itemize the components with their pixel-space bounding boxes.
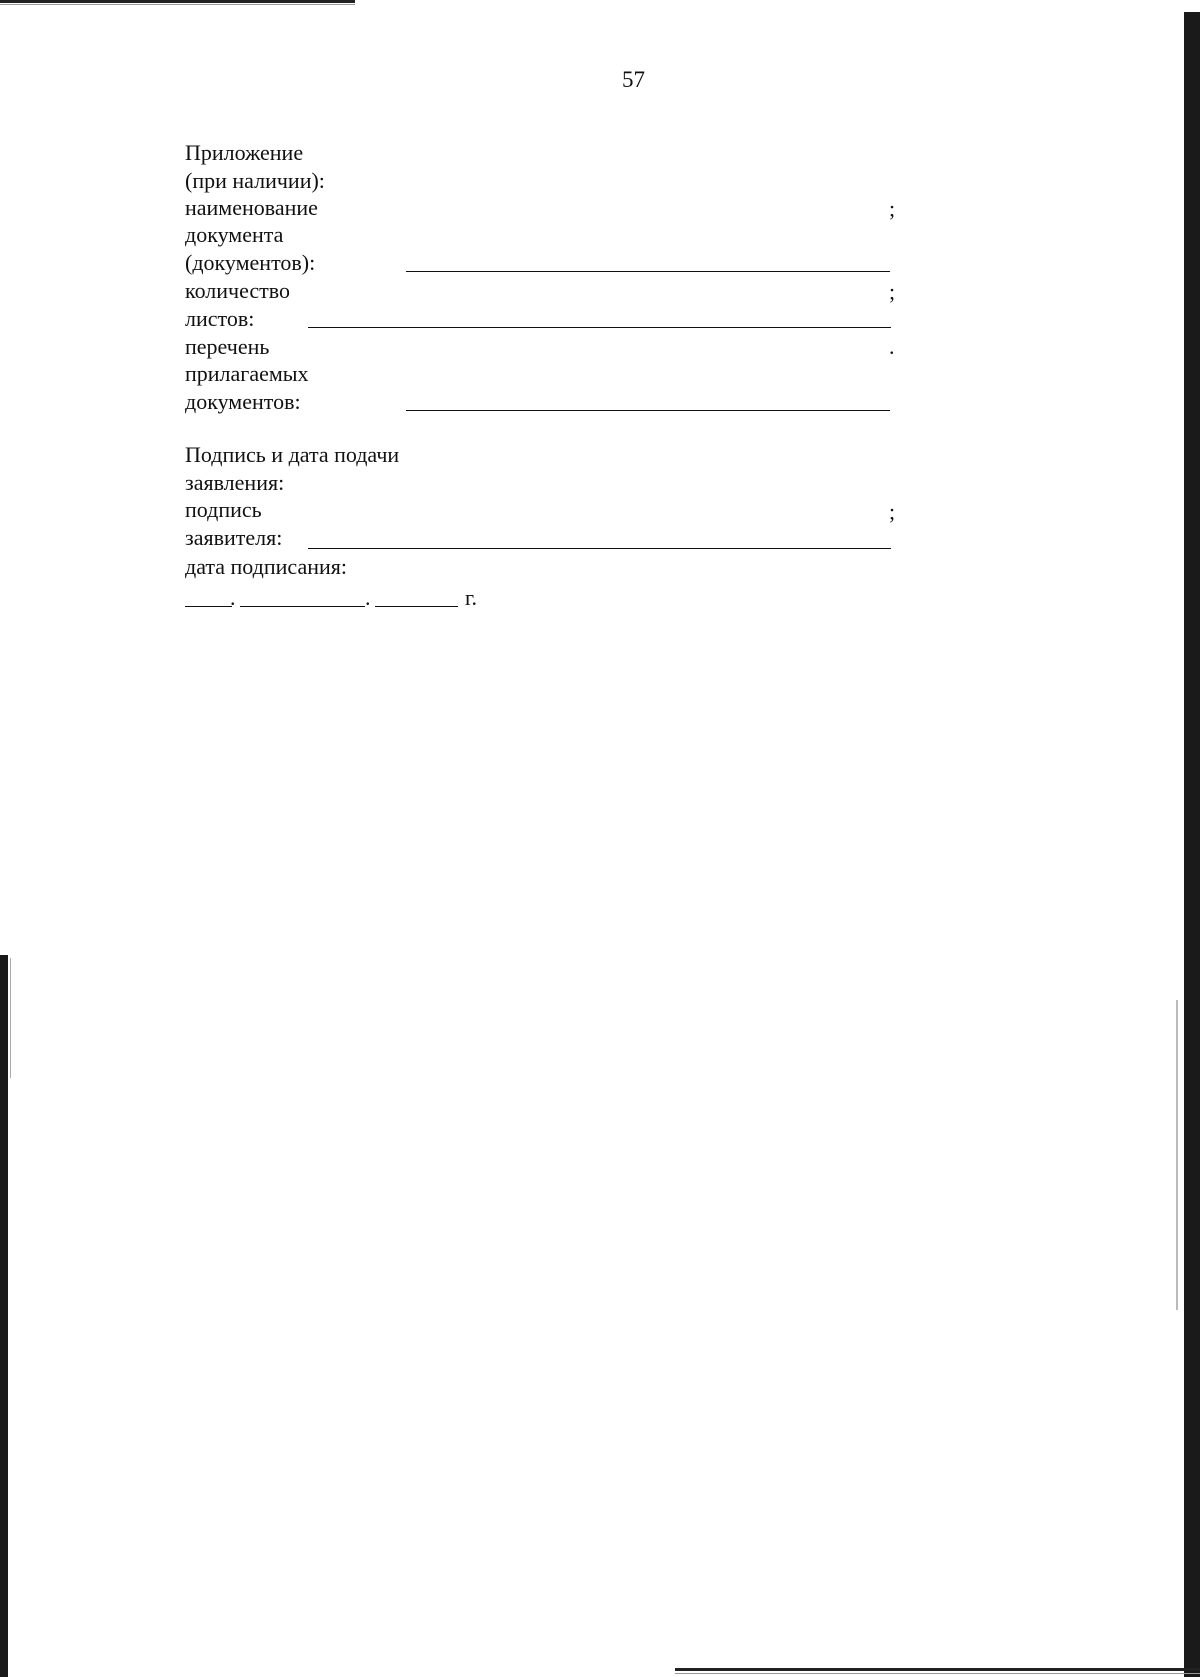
date-year-field[interactable]	[375, 606, 458, 607]
attachment-heading-note: (при наличии):	[185, 168, 325, 193]
doc-name-field[interactable]	[406, 271, 890, 272]
scan-edge-left-thin	[10, 958, 11, 1078]
doc-name-end: ;	[889, 196, 896, 221]
date-month-field[interactable]	[240, 606, 365, 607]
scan-edge-right	[1184, 12, 1200, 1677]
list-label-3: документов:	[185, 389, 301, 414]
doc-name-label-1: наименование	[185, 195, 318, 220]
list-label-1: перечень	[185, 334, 270, 359]
attachment-heading: Приложение	[185, 140, 304, 165]
date-separator-1: .	[230, 585, 236, 610]
sheets-end: ;	[889, 279, 896, 304]
applicant-signature-field[interactable]	[308, 548, 891, 549]
list-label-2: прилагаемых	[185, 361, 309, 386]
scan-edge-left	[0, 955, 8, 1677]
sheets-label-2: листов:	[185, 306, 255, 331]
scan-edge-bottom-thin	[675, 1673, 1200, 1674]
date-day-field[interactable]	[185, 606, 232, 607]
year-suffix: г.	[465, 585, 478, 610]
sheets-label-1: количество	[185, 278, 291, 303]
sheets-field[interactable]	[308, 327, 891, 328]
doc-name-label-2: документа	[185, 222, 284, 247]
applicant-signature-label-1: подпись	[185, 497, 262, 522]
signing-date-field	[185, 584, 505, 612]
signature-heading: Подпись и дата подачи	[185, 442, 400, 467]
list-field[interactable]	[406, 410, 890, 411]
signature-heading-2: заявления:	[185, 470, 285, 495]
doc-name-label-3: (документов):	[185, 250, 316, 275]
applicant-signature-label-2: заявителя:	[185, 525, 283, 550]
list-end: .	[889, 334, 895, 359]
scan-edge-right-thin	[1176, 1000, 1178, 1310]
applicant-signature-end: ;	[889, 499, 896, 524]
scan-edge-top-thin	[0, 4, 355, 5]
date-separator-2: .	[365, 585, 371, 610]
page-number: 57	[622, 67, 645, 92]
scan-edge-bottom	[675, 1668, 1200, 1671]
signing-date-label: дата подписания:	[185, 554, 347, 579]
scan-edge-top	[0, 0, 355, 3]
